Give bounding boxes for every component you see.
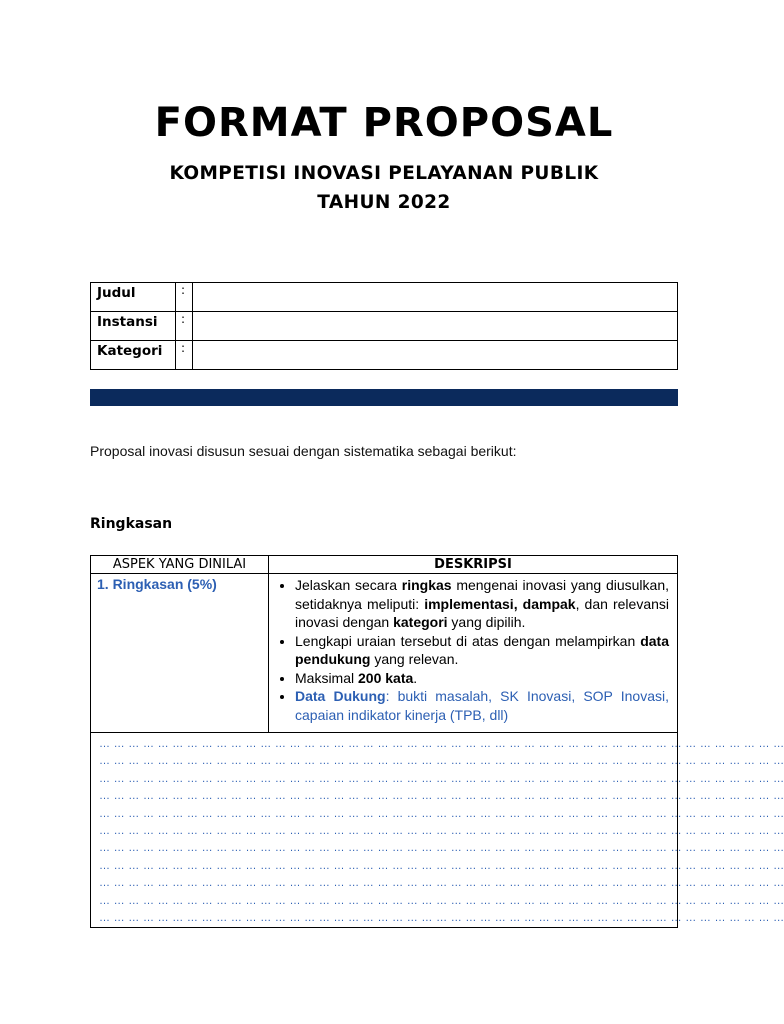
section-divider-bar <box>90 389 678 406</box>
dotted-line: … … … … … … … … … … … … … … … … … … … … … … … … … … … … … … … … … … … … … … … … … … … … … … … <box>99 894 784 907</box>
page-year: TAHUN 2022 <box>317 192 451 213</box>
dotted-line: … … … … … … … … … … … … … … … … … … … … … … … … … … … … … … … … … … … … … … … … … … … … … … … <box>99 807 784 820</box>
description-list <box>275 576 669 724</box>
answer-area[interactable] <box>99 736 784 927</box>
description-cell <box>269 574 677 732</box>
info-row-judul <box>91 283 678 312</box>
info-colon: : <box>176 341 193 370</box>
info-colon: : <box>176 312 193 341</box>
section-title: Ringkasan <box>90 516 173 532</box>
dotted-line: … … … … … … … … … … … … … … … … … … … … … … … … … … … … … … … … … … … … … … … … … … … … … … … <box>99 912 784 925</box>
dotted-line: … … … … … … … … … … … … … … … … … … … … … … … … … … … … … … … … … … … … … … … … … … … … … … … <box>99 877 784 890</box>
info-label: Judul <box>91 283 176 312</box>
list-item: • Jelaskan secara ringkas mengenai inovasi yang diusulkan, setidaknya meliputi: implementasi, dampak, dan relevansi inovasi dengan kategori yang dipilih. <box>295 576 669 632</box>
info-table <box>90 282 678 370</box>
list-item: • Maksimal 200 kata. <box>295 669 669 688</box>
info-value-field[interactable] <box>193 341 678 370</box>
intro-text: Proposal inovasi disusun sesuai dengan sistematika sebagai berikut: <box>90 443 517 459</box>
dotted-line: … … … … … … … … … … … … … … … … … … … … … … … … … … … … … … … … … … … … … … … … … … … … … … … <box>99 842 784 855</box>
dotted-line: … … … … … … … … … … … … … … … … … … … … … … … … … … … … … … … … … … … … … … … … … … … … … … … <box>99 738 784 750</box>
page-subtitle: KOMPETISI INOVASI PELAYANAN PUBLIK <box>169 163 599 184</box>
dotted-line: … … … … … … … … … … … … … … … … … … … … … … … … … … … … … … … … … … … … … … … … … … … … … … … <box>99 825 784 838</box>
aspect-cell: 1. Ringkasan (5%) <box>91 574 269 732</box>
info-row-instansi <box>91 312 678 341</box>
info-label: Instansi <box>91 312 176 341</box>
info-colon: : <box>176 283 193 312</box>
list-item: • Data Dukung: bukti masalah, SK Inovasi, SOP Inovasi, capaian indikator kinerja (TPB, dll) <box>295 687 669 724</box>
list-item: • Lengkapi uraian tersebut di atas dengan melampirkan data pendukung yang relevan. <box>295 632 669 669</box>
info-value-field[interactable] <box>193 283 678 312</box>
info-label: Kategori <box>91 341 176 370</box>
dotted-line: … … … … … … … … … … … … … … … … … … … … … … … … … … … … … … … … … … … … … … … … … … … … … … … <box>99 772 784 785</box>
criteria-table <box>90 555 784 928</box>
dotted-line: … … … … … … … … … … … … … … … … … … … … … … … … … … … … … … … … … … … … … … … … … … … … … … … <box>99 755 784 768</box>
info-value-field[interactable] <box>193 312 678 341</box>
column-header-description: DESKRIPSI <box>269 556 677 574</box>
page-title: FORMAT PROPOSAL <box>154 100 614 146</box>
column-header-aspect: ASPEK YANG DINILAI <box>91 556 269 574</box>
info-row-kategori <box>91 341 678 370</box>
dotted-line: … … … … … … … … … … … … … … … … … … … … … … … … … … … … … … … … … … … … … … … … … … … … … … … <box>99 790 784 803</box>
row-divider <box>91 732 677 733</box>
dotted-line: … … … … … … … … … … … … … … … … … … … … … … … … … … … … … … … … … … … … … … … … … … … … … … … <box>99 859 784 872</box>
